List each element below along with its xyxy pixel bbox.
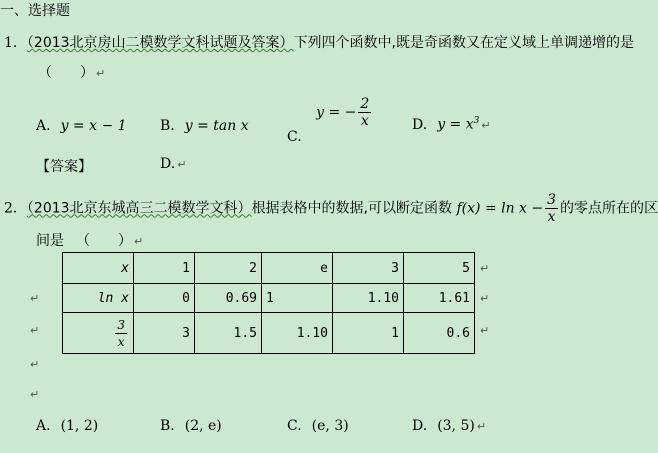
paragraph-mark-icon: ↵ (30, 358, 40, 371)
table-cell: 1 (262, 284, 333, 313)
q2-option-c-expr: (e, 3) (311, 418, 349, 434)
answer-label: 【答案】 (36, 159, 92, 175)
question-1-blank: （ ） (38, 65, 94, 81)
q2-option-b-letter: B. (160, 418, 175, 434)
paragraph-mark-icon: ↵ (481, 118, 491, 132)
question-2-number: 2． (4, 200, 27, 217)
table-cell: 2 (195, 253, 262, 284)
table-fraction-numerator: 3 (117, 317, 125, 332)
table-cell: 5 (404, 253, 475, 284)
table-cell: 0.6 (404, 313, 475, 354)
question-2-line (4, 192, 658, 225)
table-cell: 1.10 (333, 284, 404, 313)
table-cell: e (262, 253, 333, 284)
q1-option-c-letter: C. (287, 128, 302, 145)
question-2-fraction (545, 192, 558, 225)
section-title: 一、选择题 (0, 3, 70, 19)
question-2-line-2 (36, 230, 143, 250)
q1-option-c[interactable] (287, 96, 373, 145)
answer-value (160, 156, 186, 172)
table-row-fraction (63, 313, 475, 354)
question-1-number: 1． (4, 35, 27, 51)
table-cell: 0 (134, 284, 195, 313)
q1-option-d[interactable] (412, 116, 491, 133)
paragraph-mark-icon: ↵ (96, 67, 106, 80)
table-cell: x (63, 253, 134, 284)
table-cell: 1 (333, 313, 404, 354)
table-row-x (63, 253, 475, 284)
table-row-ln (63, 284, 475, 313)
table-cell: 1 (134, 253, 195, 284)
paragraph-mark-icon: ↵ (480, 262, 490, 275)
question-2-numerator: 3 (547, 192, 557, 208)
q1-option-c-lhs: y = − (316, 104, 357, 121)
paragraph-mark-icon: ↵ (177, 158, 187, 171)
question-2-text-before: 根据表格中的数据,可以断定函数 (251, 200, 453, 217)
q1-option-b-letter: B. (160, 118, 175, 134)
q1-option-a-expr: y = x − 1 (60, 118, 127, 134)
data-table (62, 252, 475, 354)
q2-option-c-letter: C. (287, 418, 302, 434)
q2-option-d-expr: (3, 5) (437, 418, 475, 434)
q1-option-a[interactable] (36, 118, 127, 134)
q2-option-a[interactable] (36, 418, 98, 434)
paragraph-mark-icon: ↵ (134, 235, 144, 248)
question-2-source: （2013北京东城高三二模数学文科） (26, 200, 252, 217)
q1-option-c-fraction (358, 96, 371, 129)
q2-option-b[interactable] (160, 418, 222, 434)
q2-option-b-expr: (2, e) (184, 418, 222, 434)
table-cell: 0.69 (195, 284, 262, 313)
table-cell: 3 (134, 313, 195, 354)
question-2-text-line2: 间是 (36, 233, 64, 249)
question-1-line (4, 32, 634, 52)
question-2-blank: （ ） (76, 233, 132, 249)
q2-option-d[interactable] (412, 418, 486, 434)
answer-letter: D. (160, 156, 176, 172)
table-cell: 1.5 (195, 313, 262, 354)
question-1-text: 下列四个函数中,既是奇函数又在定义域上单调递增的是 (293, 35, 635, 51)
q1-option-d-exponent: 3 (473, 116, 480, 126)
paragraph-mark-icon: ↵ (30, 292, 40, 305)
question-2-function: f(x) = ln x − (456, 200, 544, 217)
q2-option-a-letter: A. (36, 418, 51, 434)
question-2-denominator: x (547, 209, 556, 225)
q2-option-a-expr: (1, 2) (60, 418, 99, 434)
question-1-source: （2013北京房山二模数学文科试题及答案） (26, 35, 294, 51)
paragraph-mark-icon: ↵ (480, 324, 490, 337)
q2-option-c[interactable] (287, 418, 349, 434)
table-fraction (115, 317, 127, 350)
q1-option-c-numerator: 2 (360, 96, 370, 112)
table-cell: 1.10 (262, 313, 333, 354)
paragraph-mark-icon: ↵ (476, 420, 487, 433)
paragraph-mark-icon: ↵ (480, 292, 490, 305)
table-cell: 3 (333, 253, 404, 284)
question-1-blank-line (38, 62, 105, 82)
q1-option-a-letter: A. (36, 118, 51, 134)
q1-option-d-expr: y = x (437, 116, 474, 133)
question-2-text-after: 的零点所在的区 (560, 200, 658, 217)
table-fraction-denominator: x (117, 334, 125, 349)
table-cell (63, 313, 134, 354)
q2-option-d-letter: D. (412, 418, 428, 434)
q1-option-b-expr: y = tan x (184, 118, 249, 134)
paragraph-mark-icon: ↵ (30, 388, 40, 401)
table-cell: ln x (63, 284, 134, 313)
q1-option-b[interactable] (160, 118, 249, 134)
paragraph-mark-icon: ↵ (30, 324, 40, 337)
q1-option-c-denominator: x (360, 113, 369, 129)
table-cell: 1.61 (404, 284, 475, 313)
q1-option-d-letter: D. (412, 116, 428, 133)
